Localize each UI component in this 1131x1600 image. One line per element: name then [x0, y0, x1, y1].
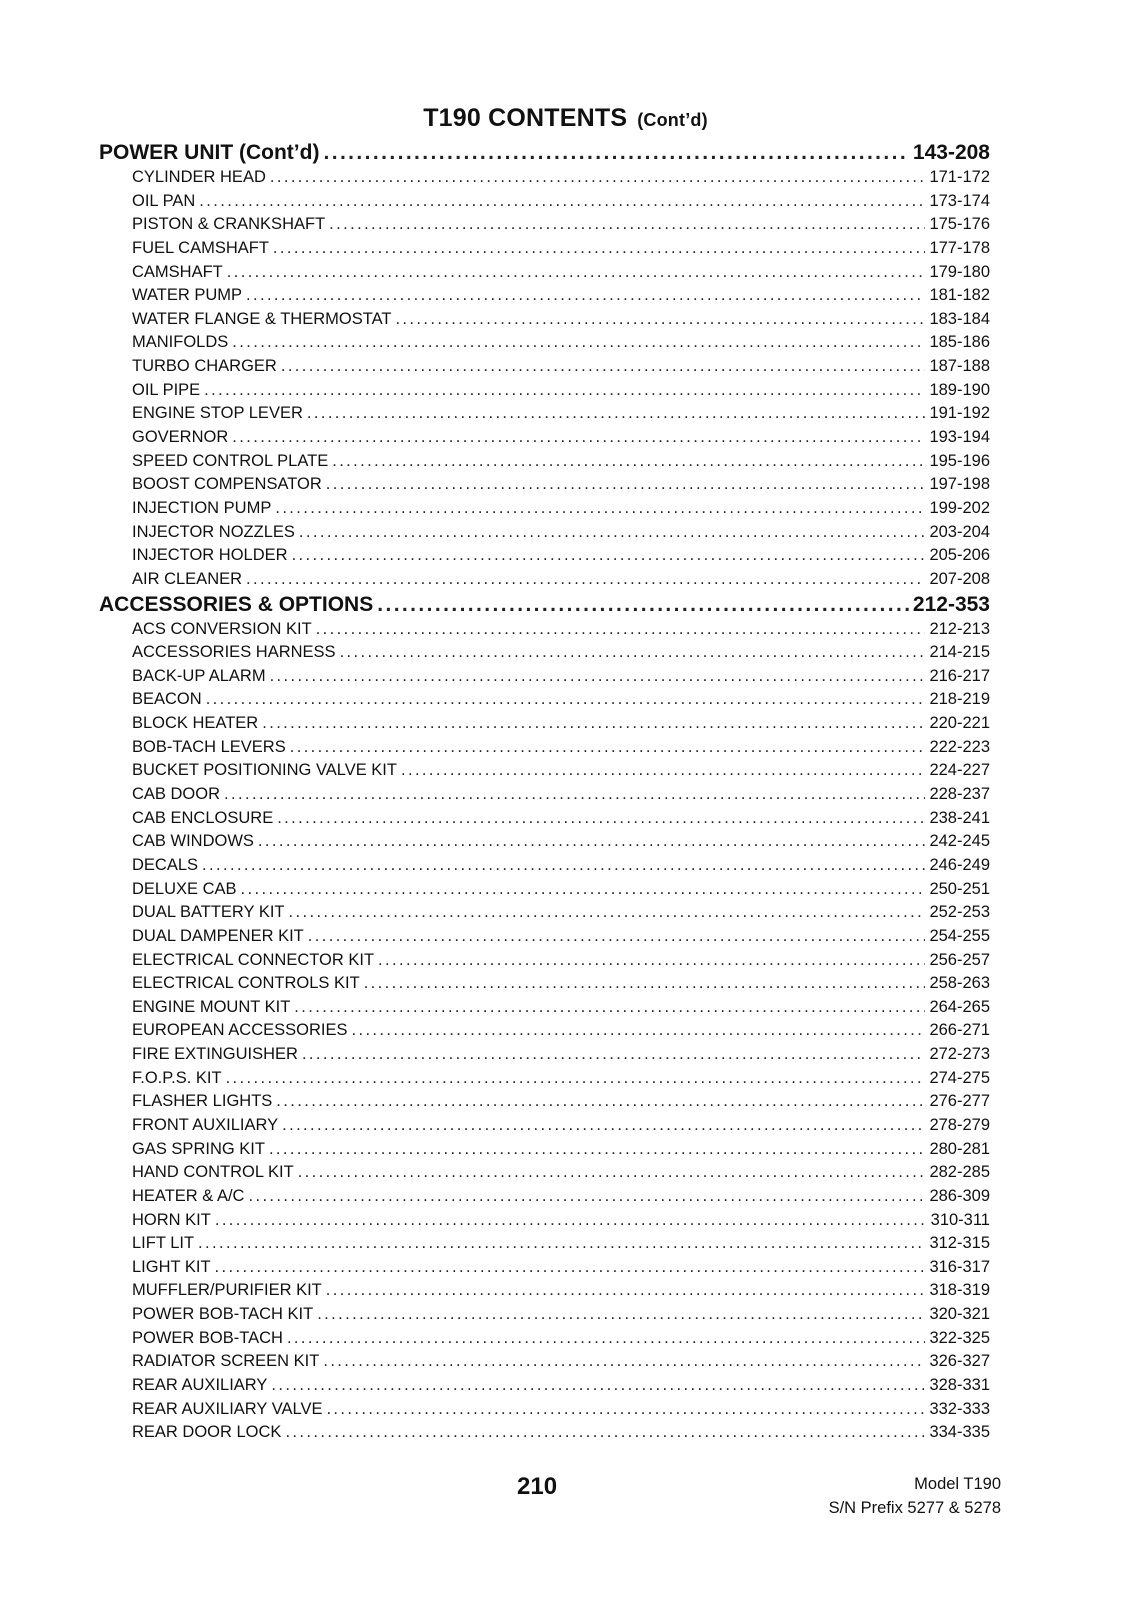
- toc-entry-label: DELUXE CAB: [132, 879, 237, 898]
- toc-entry-label: FLASHER LIGHTS: [132, 1092, 273, 1111]
- toc-entry-pages: 254-255: [929, 926, 990, 945]
- toc-entry: [99, 1019, 990, 1043]
- toc-entry-label: ENGINE STOP LEVER: [132, 404, 303, 423]
- dot-leader: [308, 925, 926, 949]
- dot-leader: [282, 1114, 925, 1138]
- toc-entry: [99, 1209, 990, 1233]
- toc-entry-label: FIRE EXTINGUISHER: [132, 1045, 298, 1064]
- title-continued: (Cont’d): [637, 110, 708, 130]
- toc-entry: [99, 213, 990, 237]
- toc-entry-label: DECALS: [132, 855, 199, 874]
- toc-entry-label: CAB WINDOWS: [132, 832, 254, 851]
- toc-entry-label: AIR CLEANER: [132, 569, 243, 588]
- toc-entry: [99, 1161, 990, 1185]
- dot-leader: [316, 618, 926, 642]
- dot-leader: [246, 284, 925, 308]
- toc-entry-pages: 177-178: [929, 238, 990, 257]
- section-heading-pages: 143-208: [912, 141, 990, 164]
- toc-entry-label: DUAL DAMPENER KIT: [132, 926, 304, 945]
- toc-entry-label: GOVERNOR: [132, 428, 229, 447]
- toc-entry-pages: 328-331: [929, 1376, 990, 1395]
- toc-entry-pages: 286-309: [929, 1186, 990, 1205]
- dot-leader: [326, 1398, 925, 1422]
- dot-leader: [270, 665, 926, 689]
- toc-entry: [99, 190, 990, 214]
- toc-entry-pages: 207-208: [929, 569, 990, 588]
- dot-leader: [287, 1327, 925, 1351]
- toc-entry-pages: 310-311: [930, 1210, 990, 1229]
- toc-entry-label: OIL PIPE: [132, 380, 201, 399]
- toc-entry-label: REAR AUXILIARY VALVE: [132, 1399, 323, 1418]
- dot-leader: [323, 140, 908, 166]
- toc-entry: [99, 783, 990, 807]
- toc-entry-label: MANIFOLDS: [132, 333, 229, 352]
- dot-leader: [226, 1067, 926, 1091]
- dot-leader: [273, 237, 926, 261]
- dot-leader: [332, 450, 925, 474]
- toc-entry: [99, 1327, 990, 1351]
- toc-entry-label: BLOCK HEATER: [132, 714, 259, 733]
- toc-entry-pages: 218-219: [929, 690, 990, 709]
- toc-entry: [99, 1398, 990, 1422]
- toc-entry-pages: 222-223: [929, 737, 990, 756]
- toc-entry-pages: 266-271: [929, 1021, 990, 1040]
- toc-entry-pages: 274-275: [929, 1068, 990, 1087]
- toc-entry-label: LIFT LIT: [132, 1234, 195, 1253]
- toc-entry-label: REAR DOOR LOCK: [132, 1423, 282, 1442]
- toc-entry-pages: 264-265: [929, 997, 990, 1016]
- toc-entry-pages: 171-172: [929, 168, 990, 186]
- toc-entry-label: HAND CONTROL KIT: [132, 1163, 294, 1182]
- dot-leader: [302, 1043, 926, 1067]
- dot-leader: [323, 1350, 925, 1374]
- toc-entry-pages: 197-198: [929, 475, 990, 494]
- toc-entry-pages: 183-184: [929, 309, 990, 328]
- toc-entry-pages: 205-206: [929, 546, 990, 565]
- toc-entry-label: INJECTION PUMP: [132, 498, 272, 517]
- dot-leader: [329, 213, 925, 237]
- toc-entry: [99, 736, 990, 760]
- toc-entry-pages: 246-249: [929, 855, 990, 874]
- toc-entry-label: CYLINDER HEAD: [132, 168, 266, 186]
- toc-entry: [99, 426, 990, 450]
- toc-entry-pages: 320-321: [929, 1305, 990, 1324]
- toc-entry-label: ELECTRICAL CONNECTOR KIT: [132, 950, 375, 969]
- toc-entry-label: ACCESSORIES HARNESS: [132, 643, 336, 662]
- dot-leader: [277, 807, 925, 831]
- dot-leader: [377, 592, 909, 618]
- toc-entry-pages: 334-335: [929, 1423, 990, 1442]
- toc-entry-label: RADIATOR SCREEN KIT: [132, 1352, 320, 1371]
- toc-entry-pages: 252-253: [929, 903, 990, 922]
- toc-entry-label: OIL PAN: [132, 191, 196, 210]
- dot-leader: [364, 972, 926, 996]
- dot-leader: [271, 1374, 925, 1398]
- page-title: [0, 104, 1131, 133]
- toc-entry: [99, 1256, 990, 1280]
- toc-entry-label: WATER FLANGE & THERMOSTAT: [132, 309, 392, 328]
- toc-entry: [99, 1090, 990, 1114]
- toc-entry-pages: 250-251: [929, 879, 990, 898]
- toc-entry: [99, 544, 990, 568]
- toc-entry-label: TURBO CHARGER: [132, 357, 277, 376]
- dot-leader: [232, 426, 925, 450]
- toc-entry: [99, 402, 990, 426]
- toc-entry: [99, 237, 990, 261]
- toc-entry-pages: 276-277: [929, 1092, 990, 1111]
- toc-entry: [99, 759, 990, 783]
- dot-leader: [340, 641, 926, 665]
- toc-entry: [99, 1279, 990, 1303]
- toc-entry-label: BUCKET POSITIONING VALVE KIT: [132, 761, 397, 780]
- dot-leader: [227, 261, 926, 285]
- toc-entry-pages: 280-281: [929, 1139, 990, 1158]
- toc-entry: [99, 1303, 990, 1327]
- toc-entry-pages: 312-315: [929, 1234, 990, 1253]
- toc-entry-label: POWER BOB-TACH: [132, 1328, 283, 1347]
- toc-entry-label: HORN KIT: [132, 1210, 211, 1229]
- toc-entry: [99, 497, 990, 521]
- toc-entry: [99, 925, 990, 949]
- toc-entry: [99, 308, 990, 332]
- model-info: [829, 1472, 1001, 1520]
- toc-entry-pages: 326-327: [929, 1352, 990, 1371]
- toc-entry: [99, 854, 990, 878]
- dot-leader: [262, 712, 925, 736]
- toc-entry: [99, 521, 990, 545]
- toc-entry-pages: 193-194: [929, 428, 990, 447]
- toc-entry-label: BEACON: [132, 690, 202, 709]
- toc-entry-label: MUFFLER/PURIFIER KIT: [132, 1281, 322, 1300]
- dot-leader: [401, 759, 925, 783]
- toc-entry: [99, 949, 990, 973]
- toc-entry: [99, 1114, 990, 1138]
- toc-entry-label: WATER PUMP: [132, 286, 242, 305]
- serial-prefix: S/N Prefix 5277 & 5278: [828, 1499, 1001, 1517]
- dot-leader: [246, 568, 925, 592]
- toc-entry-label: CAB ENCLOSURE: [132, 808, 274, 827]
- dot-leader: [326, 1279, 926, 1303]
- toc-entry: [99, 641, 990, 665]
- toc-entry-label: GAS SPRING KIT: [132, 1139, 265, 1158]
- toc-entry-pages: 316-317: [929, 1257, 990, 1276]
- toc-entry-pages: 322-325: [929, 1328, 990, 1347]
- toc-entry-label: BOB-TACH LEVERS: [132, 737, 286, 756]
- section-heading-label: ACCESSORIES & OPTIONS: [99, 592, 374, 616]
- toc-entry-pages: 216-217: [929, 666, 990, 685]
- toc-entry-label: REAR AUXILIARY: [132, 1376, 268, 1395]
- toc-entry: [99, 1138, 990, 1162]
- dot-leader: [232, 331, 925, 355]
- toc-entry-pages: 282-285: [929, 1163, 990, 1182]
- toc-entry: [99, 1350, 990, 1374]
- dot-leader: [378, 949, 925, 973]
- model-name: Model T190: [914, 1475, 1001, 1493]
- toc-entry: [99, 1043, 990, 1067]
- toc-entry-pages: 318-319: [929, 1281, 990, 1300]
- section-heading-label: POWER UNIT (Cont’d): [99, 141, 320, 164]
- toc-entry-label: CAB DOOR: [132, 785, 221, 804]
- toc-entry-pages: 256-257: [929, 950, 990, 969]
- toc-entry-label: ELECTRICAL CONTROLS KIT: [132, 974, 360, 993]
- dot-leader: [248, 1185, 925, 1209]
- toc-entry-pages: 228-237: [929, 785, 990, 804]
- toc-entry-pages: 187-188: [929, 357, 990, 376]
- toc-entry: [99, 1374, 990, 1398]
- section-heading: [99, 140, 990, 166]
- toc-entry-pages: 272-273: [929, 1045, 990, 1064]
- dot-leader: [285, 1421, 925, 1445]
- toc-entry-pages: 278-279: [929, 1115, 990, 1134]
- toc-entry-label: POWER BOB-TACH KIT: [132, 1305, 314, 1324]
- toc-entry-label: INJECTOR HOLDER: [132, 546, 288, 565]
- toc-entry-pages: 175-176: [929, 215, 990, 234]
- toc-entry-label: EUROPEAN ACCESSORIES: [132, 1021, 348, 1040]
- toc-entry-label: BOOST COMPENSATOR: [132, 475, 322, 494]
- section-heading: [99, 592, 990, 618]
- dot-leader: [351, 1019, 925, 1043]
- dot-leader: [307, 402, 926, 426]
- toc-entry-pages: 181-182: [929, 286, 990, 305]
- toc-entry-pages: 238-241: [929, 808, 990, 827]
- toc-entry-pages: 195-196: [929, 451, 990, 470]
- toc-entry: [99, 355, 990, 379]
- toc-entry: [99, 473, 990, 497]
- dot-leader: [206, 688, 926, 712]
- toc-entry: [99, 688, 990, 712]
- dot-leader: [290, 736, 926, 760]
- toc-entry: [99, 1421, 990, 1445]
- toc-entry: [99, 1067, 990, 1091]
- toc-entry-label: DUAL BATTERY KIT: [132, 903, 285, 922]
- toc-entry: [99, 379, 990, 403]
- toc-entry: [99, 284, 990, 308]
- dot-leader: [215, 1209, 927, 1233]
- dot-leader: [281, 355, 926, 379]
- toc-entry-label: F.O.P.S. KIT: [132, 1068, 222, 1087]
- toc-entry: [99, 166, 990, 190]
- toc-entry-label: SPEED CONTROL PLATE: [132, 451, 329, 470]
- section-heading-pages: 212-353: [912, 592, 990, 616]
- dot-leader: [395, 308, 925, 332]
- dot-leader: [258, 830, 926, 854]
- toc-entry: [99, 1185, 990, 1209]
- dot-leader: [294, 996, 925, 1020]
- dot-leader: [326, 473, 926, 497]
- title-text: T190 CONTENTS: [423, 104, 628, 132]
- toc-entry-label: ENGINE MOUNT KIT: [132, 997, 291, 1016]
- dot-leader: [275, 497, 925, 521]
- toc-entry-label: INJECTOR NOZZLES: [132, 522, 295, 541]
- table-of-contents: [99, 140, 990, 1445]
- dot-leader: [204, 379, 925, 403]
- toc-entry-pages: 191-192: [929, 404, 990, 423]
- toc-entry-label: FRONT AUXILIARY: [132, 1115, 279, 1134]
- dot-leader: [299, 521, 926, 545]
- toc-entry-pages: 212-213: [929, 619, 990, 638]
- toc-entry-label: FUEL CAMSHAFT: [132, 238, 269, 257]
- dot-leader: [269, 1138, 925, 1162]
- toc-entry-label: PISTON & CRANKSHAFT: [132, 215, 326, 234]
- toc-entry-pages: 179-180: [929, 262, 990, 281]
- toc-entry: [99, 331, 990, 355]
- toc-entry: [99, 618, 990, 642]
- dot-leader: [224, 783, 925, 807]
- toc-entry: [99, 568, 990, 592]
- toc-entry: [99, 665, 990, 689]
- toc-entry: [99, 712, 990, 736]
- toc-entry-label: CAMSHAFT: [132, 262, 223, 281]
- dot-leader: [270, 166, 926, 190]
- toc-entry-pages: 203-204: [929, 522, 990, 541]
- toc-entry-pages: 214-215: [929, 643, 990, 662]
- toc-entry-pages: 199-202: [929, 498, 990, 517]
- toc-entry: [99, 1232, 990, 1256]
- toc-entry: [99, 996, 990, 1020]
- dot-leader: [241, 878, 926, 902]
- dot-leader: [276, 1090, 925, 1114]
- dot-leader: [289, 901, 926, 925]
- toc-entry-label: ACS CONVERSION KIT: [132, 619, 312, 638]
- toc-entry-pages: 220-221: [929, 714, 990, 733]
- toc-entry-label: LIGHT KIT: [132, 1257, 211, 1276]
- dot-leader: [292, 544, 926, 568]
- toc-entry-pages: 173-174: [929, 191, 990, 210]
- toc-entry: [99, 807, 990, 831]
- dot-leader: [317, 1303, 925, 1327]
- toc-entry-pages: 224-227: [929, 761, 990, 780]
- toc-entry-label: HEATER & A/C: [132, 1186, 245, 1205]
- toc-entry-pages: 258-263: [929, 974, 990, 993]
- toc-entry-pages: 189-190: [929, 380, 990, 399]
- dot-leader: [202, 854, 925, 878]
- toc-entry-pages: 242-245: [929, 832, 990, 851]
- page-number: 210: [517, 1473, 558, 1500]
- toc-entry: [99, 450, 990, 474]
- toc-entry: [99, 901, 990, 925]
- dot-leader: [215, 1256, 926, 1280]
- dot-leader: [198, 1232, 925, 1256]
- toc-entry: [99, 261, 990, 285]
- toc-entry-label: BACK-UP ALARM: [132, 666, 266, 685]
- toc-entry: [99, 878, 990, 902]
- dot-leader: [199, 190, 925, 214]
- toc-entry-pages: 332-333: [929, 1399, 990, 1418]
- toc-entry-pages: 185-186: [929, 333, 990, 352]
- dot-leader: [298, 1161, 926, 1185]
- toc-entry: [99, 972, 990, 996]
- toc-entry: [99, 830, 990, 854]
